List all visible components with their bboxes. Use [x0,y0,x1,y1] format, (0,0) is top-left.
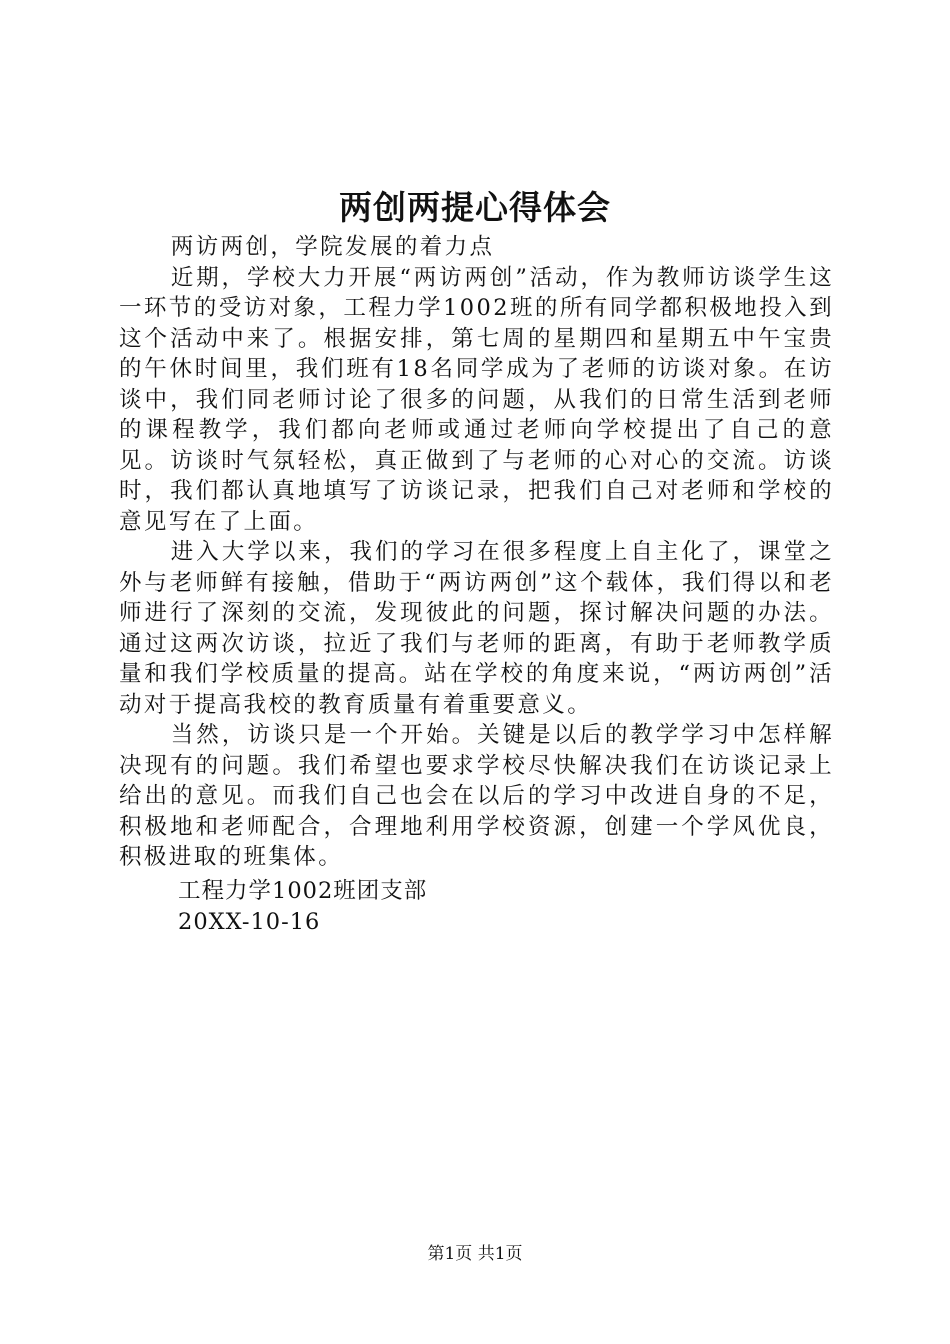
page-number-footer: 第1页 共1页 [427,1244,523,1264]
document-body [119,232,834,873]
paragraph-2: 进入大学以来，我们的学习在很多程度上自主化了，课堂之外与老师鲜有接触，借助于“两访两创”这个载体，我们得以和老师进行了深刻的交流，发现彼此的问题，探讨解决问题的办法。通过这两次访谈，拉近了我们与老师的距离，有助于老师教学质量和我们学校质量的提高。站在学校的角度来说，“两访两创”活动对于提高我校的教育质量有着重要意义。 [119,539,834,718]
document-title: 两创两提心得体会 [339,188,611,227]
signature-organization: 工程力学1002班团支部 [178,878,428,904]
paragraph-3: 当然，访谈只是一个开始。关键是以后的教学学习中怎样解决现有的问题。我们希望也要求学校尽快解决我们在访谈记录上给出的意见。而我们自己也会在以后的学习中改进自身的不足，积极地和老师配合，合理地利用学校资源，创建一个学风优良，积极进取的班集体。 [119,722,834,870]
document-subtitle: 两访两创，学院发展的着力点 [170,234,495,260]
paragraph-1: 近期，学校大力开展“两访两创”活动，作为教师访谈学生这一环节的受访对象，工程力学1002班的所有同学都积极地投入到这个活动中来了。根据安排，第七周的星期四和星期五中午宝贵的午休时间里，我们班有18名同学成为了老师的访谈对象。在访谈中，我们同老师讨论了很多的问题，从我们的日常生活到老师的课程教学，我们都向老师或通过老师向学校提出了自己的意见。访谈时气氛轻松，真正做到了与老师的心对心的交流。访谈时，我们都认真地填写了访谈记录，把我们自己对老师和学校的意见写在了上面。 [119,264,834,535]
signature-date: 20XX-10-16 [178,909,321,935]
